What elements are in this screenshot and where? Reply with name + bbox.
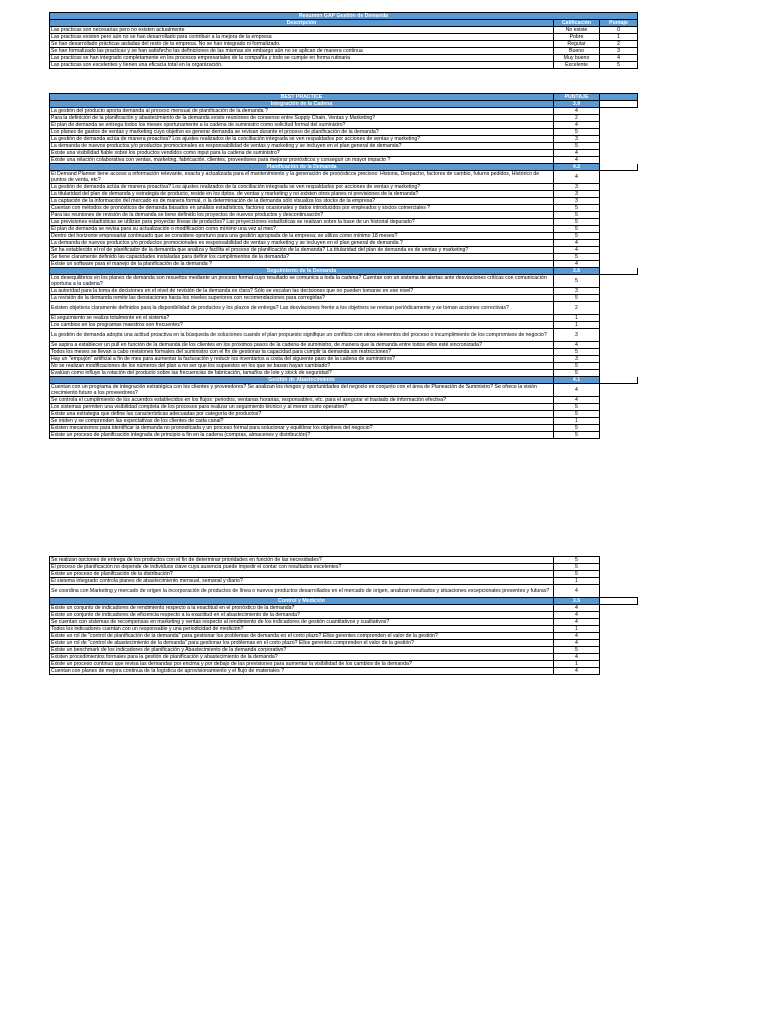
practice-text: Existe una visibilidad fiable sobre los productos vendidos como input para la cadena de suministro? (50, 150, 554, 157)
practice-row (50, 329, 638, 342)
section-empty (600, 377, 638, 384)
section-score: 3.5 (554, 598, 600, 605)
practice-text: La titularidad del plan de demanda y estrategia de producto, reside en los dptos. de ventas y marketing y no existen otros planes ni previsiones de la demanda? (50, 191, 554, 198)
practice-text: Se coordina con Marketing y mercado de origen la incorporación de productos de línea o nuevos productos desarrollados en el mercado de origen, analizan resultados y situaciones excepcionales presentes y futuras? (50, 585, 554, 598)
practice-empty (600, 612, 638, 619)
practice-empty (600, 654, 638, 661)
section-empty (600, 164, 638, 171)
practice-score: 2 (554, 115, 600, 122)
practice-row (50, 219, 638, 226)
practice-score: 4 (554, 619, 600, 626)
practice-text: Para las reuniones de revisión de la demanda se tiene definido los proyectos de nuevos productos y descontinuación? (50, 212, 554, 219)
practice-score: 3 (554, 184, 600, 191)
practice-empty (600, 150, 638, 157)
practice-row (50, 647, 638, 654)
summary-points: 4 (600, 55, 638, 62)
practice-row (50, 302, 638, 315)
practice-empty (600, 647, 638, 654)
practice-row (50, 384, 638, 397)
summary-row (50, 48, 638, 55)
practice-score: 4 (554, 122, 600, 129)
practice-empty (600, 122, 638, 129)
practice-text: La demanda de nuevos productos y/o productos promocionales es responsabilidad de ventas y marketing y se incluyen en el plan general de demanda ? (50, 240, 554, 247)
summary-rating: Bueno (554, 48, 600, 55)
practice-score: 3 (554, 198, 600, 205)
practice-row (50, 115, 638, 122)
practice-score: 4 (554, 384, 600, 397)
practice-score: 4 (554, 640, 600, 647)
practice-empty (600, 356, 638, 363)
practice-empty (600, 233, 638, 240)
practice-empty (600, 240, 638, 247)
practice-row (50, 633, 638, 640)
practice-score: 2 (554, 302, 600, 315)
practice-empty (600, 418, 638, 425)
practice-row (50, 571, 638, 578)
practice-text: Se tiene claramente definido las capacidades instaladas para definir los cumplimientos de la demanda? (50, 254, 554, 261)
practice-text: Existe un conjunto de indicadores de rendimiento respecto a la exactitud en el pronóstico de la demanda? (50, 605, 554, 612)
practice-score: 5 (554, 254, 600, 261)
practice-text: Existe una relación colaborativa con ventas, marketing, fabricación, clientes, proveedores para mejorar pronósticos y conseguir un mayor impacto ? (50, 157, 554, 164)
section-score: 3.6 (554, 268, 600, 275)
practice-row (50, 432, 638, 439)
practice-row (50, 654, 638, 661)
practice-text: Se aspira a establecer un pull en función de la demanda de los clientes en los próximos pasos de la cadena de suministro, de manera que la demanda entre todos ellos esté sincronizada? (50, 342, 554, 349)
section-score: 3.9 (554, 101, 600, 108)
practice-row (50, 205, 638, 212)
practice-score: 5 (554, 411, 600, 418)
practice-score: 1 (554, 626, 600, 633)
practice-row (50, 640, 638, 647)
practice-empty (600, 349, 638, 356)
practice-score: 5 (554, 404, 600, 411)
practice-empty (600, 329, 638, 342)
section-empty (600, 268, 638, 275)
practice-row (50, 143, 638, 150)
practice-score: 5 (554, 219, 600, 226)
summary-points: 5 (600, 62, 638, 69)
practice-text: El sistema integrado controla planes de abastecimiento mensual, semanal y diario? (50, 578, 554, 585)
practice-text: Se cuentan con sistemas de recompensas en marketing y ventas respecto al rendimiento de los indicadores de gestión cuantitativos y cualitativos? (50, 619, 554, 626)
practice-score: 5 (554, 564, 600, 571)
practice-row (50, 557, 638, 564)
practice-score: 5 (554, 143, 600, 150)
practice-score: 4 (554, 668, 600, 675)
summary-desc: Las practicas son excelentes y tienen una eficacia total en la organización. (50, 62, 554, 69)
practice-empty (600, 136, 638, 143)
practice-empty (600, 261, 638, 268)
practice-empty (600, 108, 638, 115)
practice-score: 5 (554, 205, 600, 212)
practice-row (50, 212, 638, 219)
practice-empty (600, 184, 638, 191)
practice-text: Existen mecanismos para identificar la demanda no pronosticada y un proceso formal para solucionar y equilibrar los objetivos del negocio? (50, 425, 554, 432)
practice-empty (600, 404, 638, 411)
summary-header-row (50, 20, 638, 27)
practice-empty (600, 578, 638, 585)
practice-score: 5 (554, 212, 600, 219)
practice-row (50, 342, 638, 349)
practice-row (50, 191, 638, 198)
practice-text: Todos los meses se llevan a cabo revisiones formales del suministro con el fin de gestionar la capacidad para cumplir la demanda sin restricciones? (50, 349, 554, 356)
practice-row (50, 349, 638, 356)
practice-row (50, 122, 638, 129)
practice-row (50, 247, 638, 254)
summary-desc: Se han formalizado las practicas y se han satisfecho las definiciones de las mismas sin embargo aún no se aplican de manera continua (50, 48, 554, 55)
practice-score: 5 (554, 129, 600, 136)
practice-empty (600, 571, 638, 578)
practice-score: 4 (554, 261, 600, 268)
practice-text: Se realizan opciones de entrega de los productos con el fin de determinar prioridades en función de las necesidades? (50, 557, 554, 564)
practice-row (50, 668, 638, 675)
practice-text: Evalúan como influye la rotación del producto sobre las frecuencias de fabricación, tamaños de lote y stock de seguridad? (50, 370, 554, 377)
summary-points: 2 (600, 41, 638, 48)
practice-empty (600, 322, 638, 329)
practice-text: La gestión del producto aporta demanda al proceso mensual de planificación de la demanda ? (50, 108, 554, 115)
practice-empty (600, 425, 638, 432)
practice-row (50, 356, 638, 363)
practice-text: Hay un "empujón" artificial a fin de mes para aumentar la facturación y reducir los inventarios a costa del siguiente paso de la cadena de suministros? (50, 356, 554, 363)
practice-score: 4 (554, 342, 600, 349)
practice-empty (600, 626, 638, 633)
practice-score: 4 (554, 240, 600, 247)
main-header-row (50, 94, 638, 101)
practice-row (50, 363, 638, 370)
practice-empty (600, 129, 638, 136)
practice-text: Se controla el cumplimiento de los acuerdos establecidos en los flujos: periodos, ventanas horarias, responsables, etc. para el asegurar el traslado de información efectiva? (50, 397, 554, 404)
practice-row (50, 198, 638, 205)
practice-text: El plan de demanda se entrega todos los meses oportunamente a la cadena de suministro como solicitud formal del suministro? (50, 122, 554, 129)
practice-score: 4 (554, 605, 600, 612)
practice-score: 4 (554, 633, 600, 640)
practice-row (50, 578, 638, 585)
practice-empty (600, 370, 638, 377)
summary-rating: Excelente (554, 62, 600, 69)
col-calificacion: Calificación (554, 20, 600, 27)
practice-empty (600, 275, 638, 288)
summary-row (50, 27, 638, 34)
practice-row (50, 370, 638, 377)
practice-score: 5 (554, 370, 600, 377)
practice-score: 4 (554, 108, 600, 115)
col-puntaje: PUNTAJE (554, 94, 600, 101)
summary-row (50, 62, 638, 69)
practice-empty (600, 605, 638, 612)
practice-row (50, 288, 638, 295)
practice-text: Existen procedimientos formales para la gestión de planificación y abastecimiento de la demanda? (50, 654, 554, 661)
practice-empty (600, 212, 638, 219)
practice-empty (600, 247, 638, 254)
practice-empty (600, 198, 638, 205)
section-title: Integración de la Cadena (50, 101, 554, 108)
practice-text: Existe un rol de "control de abastecimiento de la demanda" para gestionar los problemas en el corto plazo? Ellos gerentes comprenden el valor de la gestión? (50, 640, 554, 647)
practice-text: Cuentan con planes de mejora continua de la logística de aprovisionamiento y el flujo de materiales ? (50, 668, 554, 675)
practice-text: Los desequilibrios en los planes de demanda son resueltos mediante un proceso formal cuyo resultado se comunica a toda la cadena? Cuentan con un sistema de alertas ante desviaciones críticas con comunicación oportuna a la cadena? (50, 275, 554, 288)
col-empty (600, 94, 638, 101)
summary-points: 3 (600, 48, 638, 55)
practice-row (50, 605, 638, 612)
summary-row (50, 41, 638, 48)
practice-empty (600, 668, 638, 675)
col-puntaje: Puntaje (600, 20, 638, 27)
practice-score: 3 (554, 329, 600, 342)
summary-rating: No existe (554, 27, 600, 34)
practice-text: El seguimiento se realiza totalmente en el sistema? (50, 315, 554, 322)
practice-row (50, 157, 638, 164)
practice-text: Existe un proceso de planificación de la distribución? (50, 571, 554, 578)
practice-row (50, 619, 638, 626)
practice-text: Todos los indicadores cuentan con un responsable y una periodicidad de medición? (50, 626, 554, 633)
practice-empty (600, 143, 638, 150)
practice-text: No se realizan modificaciones de los números del plan a no ser que los supuestos en los que se basan hayan cambiado? (50, 363, 554, 370)
summary-title-row (50, 13, 638, 20)
practice-score: 3 (554, 288, 600, 295)
section-score: 4.1 (554, 377, 600, 384)
practice-score: 5 (554, 557, 600, 564)
practice-score: 1 (554, 322, 600, 329)
summary-title: Resumen GAP Gestión de Demanda (50, 13, 638, 20)
practice-empty (600, 295, 638, 302)
practice-row (50, 171, 638, 184)
practice-row (50, 136, 638, 143)
practice-empty (600, 288, 638, 295)
practice-row (50, 240, 638, 247)
practice-empty (600, 640, 638, 647)
practice-score: 4 (554, 157, 600, 164)
practice-text: Las previsiones estadísticas se utilizan para proyectar líneas de productos? Las proyecciones estadísticas se realizan sobre la base de un historial depurado? (50, 219, 554, 226)
section-title: Control y Medición (50, 598, 554, 605)
practice-empty (600, 342, 638, 349)
practice-row (50, 129, 638, 136)
practice-score: 4 (554, 585, 600, 598)
practice-text: Existe un proceso continuo que revisa las demandas por encima y por debajo de las previsiones para aumentar la visibilidad de los cambios de la demanda? (50, 661, 554, 668)
practice-text: Existe un proceso de planificación integrada de principio a fin en la cadena (compras, almacenes y distribución)? (50, 432, 554, 439)
lower-table (49, 556, 638, 675)
practice-text: Existen objetivos claramente definidos para la disponibilidad de productos y los plazos de entrega? Las desviaciones frente a los objetivos se revisan periódicamente y se toman acciones correctivas? (50, 302, 554, 315)
practice-row (50, 425, 638, 432)
practice-empty (600, 315, 638, 322)
practice-score: 5 (554, 647, 600, 654)
practice-empty (600, 191, 638, 198)
practice-text: Los cambios en los programas maestros son frecuentes? (50, 322, 554, 329)
practice-score: 5 (554, 571, 600, 578)
practice-score: 1 (554, 661, 600, 668)
practice-text: Se ha establecido el rol de planificador de la demanda que analiza y facilita el proceso de planificación de la demanda? La titularidad del plan de demanda es de ventas y marketing? (50, 247, 554, 254)
practice-text: Existe un rol de "control de planificación de la demanda" para gestionar los problemas de demanda en el corto plazo? Ellos gerentes comprenden el valor de la gestión? (50, 633, 554, 640)
summary-row (50, 55, 638, 62)
practice-score: 5 (554, 275, 600, 288)
practice-row (50, 397, 638, 404)
practice-score: 3 (554, 191, 600, 198)
practice-empty (600, 564, 638, 571)
practice-row (50, 411, 638, 418)
section-row (50, 598, 638, 605)
practice-row (50, 254, 638, 261)
practice-empty (600, 219, 638, 226)
practice-row (50, 233, 638, 240)
summary-desc: Las practicas existen pero aún no se han desarrollado para contribuir a la mejora de la empresa (50, 34, 554, 41)
section-score: 4.2 (554, 164, 600, 171)
practice-row (50, 404, 638, 411)
practice-empty (600, 302, 638, 315)
summary-desc: Las practicas son necesarias pero no existen actualmente (50, 27, 554, 34)
section-row (50, 377, 638, 384)
practice-text: Existe un software para el manejo de la planificación de la demanda ? (50, 261, 554, 268)
practice-text: Dentro del horizonte empresarial continuado que se considere oportuno para una gestión apropiada de la empresa; se utiliza como mínimo 18 meses? (50, 233, 554, 240)
section-title: Planificación de la Demanda (50, 164, 554, 171)
section-row (50, 101, 638, 108)
practice-text: La gestión de demanda actúa de manera proactiva? Los ajustes realizados de la conciliación integrada se ven respaldados por acciones de ventas y marketing? (50, 136, 554, 143)
practice-score: 1 (554, 315, 600, 322)
practice-row (50, 108, 638, 115)
practice-empty (600, 363, 638, 370)
practice-empty (600, 205, 638, 212)
practice-text: Los sistemas permiten una visibilidad completa de los procesos para realizar un seguimiento técnico y al menor costo operativo? (50, 404, 554, 411)
practice-empty (600, 585, 638, 598)
practice-text: La autoridad para la toma de decisiones en el nivel de revisión de la demanda es clara? Sólo se escalan las decisiones que no pueden tomarse en ese nivel? (50, 288, 554, 295)
section-row (50, 268, 638, 275)
practice-row (50, 585, 638, 598)
practice-empty (600, 397, 638, 404)
practice-text: Cuentan con un programa de integración estratégica con los clientes y proveedores? Se analizan los riesgos y oportunidades del negocio en conjunto con el área de Planeación de Suministro? Se ofrece la visión crecimiento futuro a los proveedores? (50, 384, 554, 397)
practice-empty (600, 411, 638, 418)
practice-text: Existe un benchmark de los indicadores de planificación y Abastecimiento de la demanda corporativo? (50, 647, 554, 654)
summary-rating: Pobre (554, 34, 600, 41)
practice-score: 5 (554, 226, 600, 233)
practice-score: 5 (554, 233, 600, 240)
practice-row (50, 661, 638, 668)
practice-row (50, 322, 638, 329)
practice-score: 5 (554, 363, 600, 370)
practice-text: Existe un conjunto de indicadores de eficiencia respecto a la exactitud en el abastecimiento de la demanda? (50, 612, 554, 619)
practice-text: El Demand Planner tiene acceso a información relevante, exacta y actualizada para el mantenimiento y la generación de pronósticos precisos: Historia, Despacho, factores de cambio, futuros pedidos, Histórico de puntos de venta, etc? (50, 171, 554, 184)
practice-text: Los planes de gastos de ventas y marketing cuyo objetivo es generar demanda se revisan durante el proceso de planificación de la demanda? (50, 129, 554, 136)
practice-empty (600, 226, 638, 233)
practice-empty (600, 557, 638, 564)
practice-score: 4 (554, 171, 600, 184)
section-title: Seguimiento de la Demanda (50, 268, 554, 275)
practice-row (50, 295, 638, 302)
practice-text: El plan de demanda se revisa para su actualización o modificación como mínimo una vez al mes? (50, 226, 554, 233)
practice-text: La captación de la información del mercado es de manera formal, o la determinación de la demanda sólo visualiza los stocks de la empresa? (50, 198, 554, 205)
practice-row (50, 315, 638, 322)
practice-row (50, 612, 638, 619)
practice-empty (600, 633, 638, 640)
summary-row (50, 34, 638, 41)
practice-empty (600, 619, 638, 626)
summary-points: 0 (600, 27, 638, 34)
practice-text: Para la definición de la planificación y abastecimiento de la demanda existe reuniones de consenso entre Supply Chain, Ventas y Marketing? (50, 115, 554, 122)
summary-points: 1 (600, 34, 638, 41)
practice-score: 4 (554, 612, 600, 619)
practice-row (50, 150, 638, 157)
section-empty (600, 598, 638, 605)
practice-row (50, 184, 638, 191)
practice-text: La gestión de demanda adopta una actitud proactiva en la búsqueda de soluciones cuando el plan propuesto signifique un conflicto con otros elementos del proceso o incumplimiento de los compromisos de negocio? (50, 329, 554, 342)
practice-text: La demanda de nuevos productos y/o productos promocionales es responsabilidad de ventas y marketing y se incluyen en el plan general de demanda? (50, 143, 554, 150)
practice-score: 4 (554, 247, 600, 254)
practice-empty (600, 384, 638, 397)
summary-desc: Las practicas se han integrado completamente en los procesos empresariales de la compañía y todo se cumple en forma rutinaria (50, 55, 554, 62)
best-practice-table (49, 93, 638, 439)
summary-rating: Regular (554, 41, 600, 48)
practice-text: La revisión de la demanda remite las desviaciones hacia los niveles superiores con recomendaciones para corregirlas? (50, 295, 554, 302)
practice-row (50, 418, 638, 425)
practice-score: 5 (554, 349, 600, 356)
practice-empty (600, 115, 638, 122)
practice-empty (600, 661, 638, 668)
section-row (50, 164, 638, 171)
practice-row (50, 261, 638, 268)
summary-table (49, 12, 638, 69)
practice-row (50, 226, 638, 233)
summary-desc: Se han desarrollado prácticas aisladas del resto de la empresa. No se han integrado ni formalizado. (50, 41, 554, 48)
practice-row (50, 626, 638, 633)
practice-row (50, 564, 638, 571)
practice-text: La gestión de demanda actúa de manera proactiva? Los ajustes realizados de la conciliación integrada se ven respaldados por acciones de ventas y marketing? (50, 184, 554, 191)
practice-score: 1 (554, 418, 600, 425)
practice-empty (600, 171, 638, 184)
practice-score: 5 (554, 432, 600, 439)
practice-score: 5 (554, 295, 600, 302)
practice-text: Existe una estrategia que define las características adecuadas por categoría de productos? (50, 411, 554, 418)
practice-empty (600, 432, 638, 439)
section-empty (600, 101, 638, 108)
practice-text: El proceso de planificación no depende de individuos clave cuya ausencia puede impedir el contar con resultados excelentes? (50, 564, 554, 571)
practice-row (50, 275, 638, 288)
practice-score: 4 (554, 397, 600, 404)
section-title: Gestión de Abastecimiento (50, 377, 554, 384)
practice-score: 4 (554, 150, 600, 157)
col-descripcion: Descripción (50, 20, 554, 27)
practice-score: 1 (554, 578, 600, 585)
col-best-practice: BEST PRACTICE (50, 94, 554, 101)
practice-score: 3 (554, 136, 600, 143)
practice-empty (600, 254, 638, 261)
summary-rating: Muy bueno (554, 55, 600, 62)
practice-empty (600, 157, 638, 164)
practice-score: 4 (554, 654, 600, 661)
practice-text: Cuentan con métodos de pronósticos de demanda basados en análisis estadísticos, factores ocasionales y datos introducidos por empleados y socios comerciales ? (50, 205, 554, 212)
practice-text: Se miden y se comprenden las expectativas de los clientes de cada canal? (50, 418, 554, 425)
practice-score: 3 (554, 356, 600, 363)
practice-score: 5 (554, 425, 600, 432)
